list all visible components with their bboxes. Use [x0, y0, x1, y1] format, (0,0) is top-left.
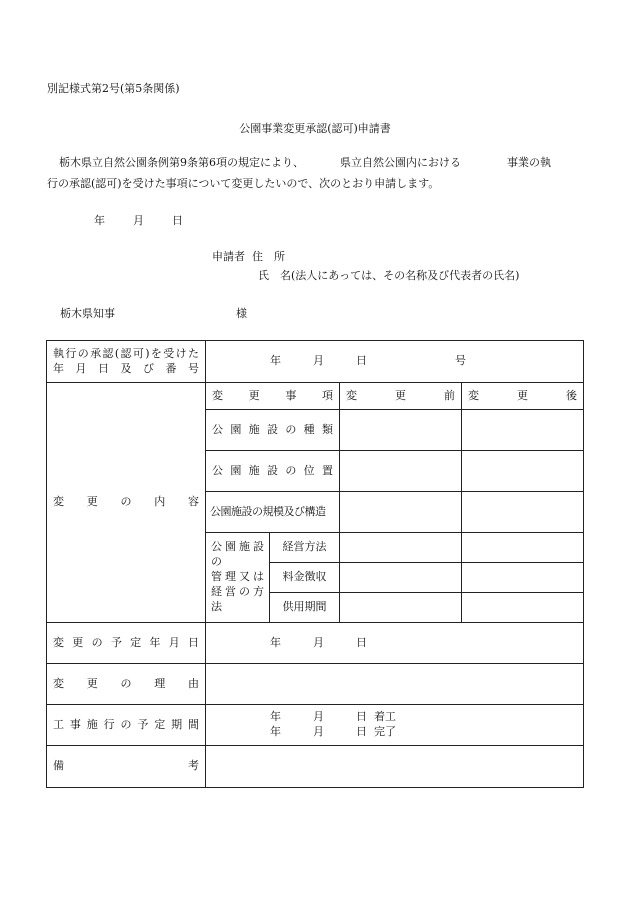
addressee-name: 栃木県知事: [60, 307, 115, 320]
applicant-address-line: [212, 251, 285, 262]
applicant-address-label: 住 所: [252, 250, 285, 263]
table-row-reason: [47, 664, 584, 705]
construction-start-day: 日: [356, 710, 367, 724]
planned-year-label: 年: [270, 635, 281, 649]
table-row-approval: [47, 341, 584, 383]
body-text-part-c: 事業の執: [507, 156, 551, 169]
facility-scale-after-cell[interactable]: [462, 492, 584, 533]
mgmt-method-label: 経営方法: [270, 533, 340, 563]
mgmt-label-line-1: 公園施設の: [211, 540, 264, 569]
reason-label: 変更の理由: [47, 664, 206, 705]
applicant-label: 申請者: [212, 250, 245, 263]
construction-end-day: 日: [356, 725, 367, 738]
remarks-label: 備考: [47, 746, 206, 788]
facility-location-after-cell[interactable]: [462, 451, 584, 492]
construction-start-year: 年: [270, 710, 281, 724]
addressee-honorific: 様: [236, 307, 247, 320]
table-row-construction-period: [47, 705, 584, 746]
planned-date-label: 変更の予定年月日: [47, 623, 206, 664]
change-content-label: 変更の内容: [47, 383, 206, 623]
change-after-header: 変更後: [462, 383, 584, 410]
planned-date-value-cell[interactable]: [206, 623, 584, 664]
planned-month-label: 月: [313, 635, 324, 649]
construction-end-month: 月: [313, 725, 324, 738]
mgmt-label-line-2: 管理又は: [211, 570, 264, 584]
mgmt-period-label: 供用期間: [270, 593, 340, 623]
approval-label-line-1: 執行の承認(認可)を受けた: [53, 346, 199, 360]
approval-label-line-2: 年月日及び番号: [53, 361, 199, 375]
mgmt-label-line-3: 経営の方法: [211, 584, 264, 613]
body-text-line-2: 行の承認(認可)を受けた事項について変更したいので、次のとおり申請します。: [47, 177, 440, 190]
mgmt-period-after-cell[interactable]: [462, 593, 584, 623]
mgmt-fee-label: 料金徴収: [270, 563, 340, 593]
construction-period-label: 工事施行の予定期間: [47, 705, 206, 746]
approval-number-label: 号: [455, 354, 466, 368]
construction-start-label: 着工: [374, 710, 396, 724]
change-before-header: 変更前: [340, 383, 462, 410]
body-text-part-a: 栃木県立自然公園条例第9条第6項の規定により、: [59, 156, 304, 169]
applicant-name-label: 氏 名(法人にあっては、その名称及び代表者の氏名): [258, 269, 520, 282]
planned-day-label: 日: [356, 635, 367, 649]
approval-label-cell: [47, 341, 206, 383]
table-row-remarks: [47, 746, 584, 788]
mgmt-label-cell: [206, 533, 270, 623]
remarks-value-cell[interactable]: [206, 746, 584, 788]
form-number-label: 別記様式第2号(第5条関係): [47, 82, 180, 95]
table-row-change-header: [47, 383, 584, 410]
facility-scale-label: 公園施設の規模及び構造: [206, 492, 340, 533]
body-text-line-1: [59, 157, 551, 168]
construction-end-line: [206, 725, 583, 740]
approval-year-label: 年: [270, 354, 281, 368]
reason-value-cell[interactable]: [206, 664, 584, 705]
mgmt-fee-before-cell[interactable]: [340, 563, 462, 593]
facility-location-label: 公園施設の位置: [206, 451, 340, 492]
construction-period-value-cell[interactable]: [206, 705, 584, 746]
table-row-planned-date: [47, 623, 584, 664]
facility-type-label: 公園施設の種類: [206, 410, 340, 451]
document-title: 公園事業変更承認(認可)申請書: [239, 122, 391, 135]
facility-type-before-cell[interactable]: [340, 410, 462, 451]
date-year-label: 年: [94, 214, 105, 227]
mgmt-method-after-cell[interactable]: [462, 533, 584, 563]
construction-start-month: 月: [313, 710, 324, 724]
mgmt-fee-after-cell[interactable]: [462, 563, 584, 593]
construction-end-label: 完了: [374, 725, 396, 738]
facility-type-after-cell[interactable]: [462, 410, 584, 451]
facility-location-before-cell[interactable]: [340, 451, 462, 492]
approval-month-label: 月: [313, 354, 324, 368]
mgmt-method-before-cell[interactable]: [340, 533, 462, 563]
mgmt-period-before-cell[interactable]: [340, 593, 462, 623]
date-month-label: 月: [133, 214, 144, 227]
application-table: [46, 340, 584, 788]
facility-scale-before-cell[interactable]: [340, 492, 462, 533]
change-item-header: 変更事項: [206, 383, 340, 410]
approval-day-label: 日: [356, 354, 367, 368]
application-date: [94, 215, 183, 226]
construction-end-year: 年: [270, 725, 281, 738]
approval-value-cell[interactable]: [206, 341, 584, 383]
construction-start-line: [206, 710, 583, 725]
date-day-label: 日: [172, 214, 183, 227]
body-text-part-b: 県立自然公園内における: [340, 156, 461, 169]
